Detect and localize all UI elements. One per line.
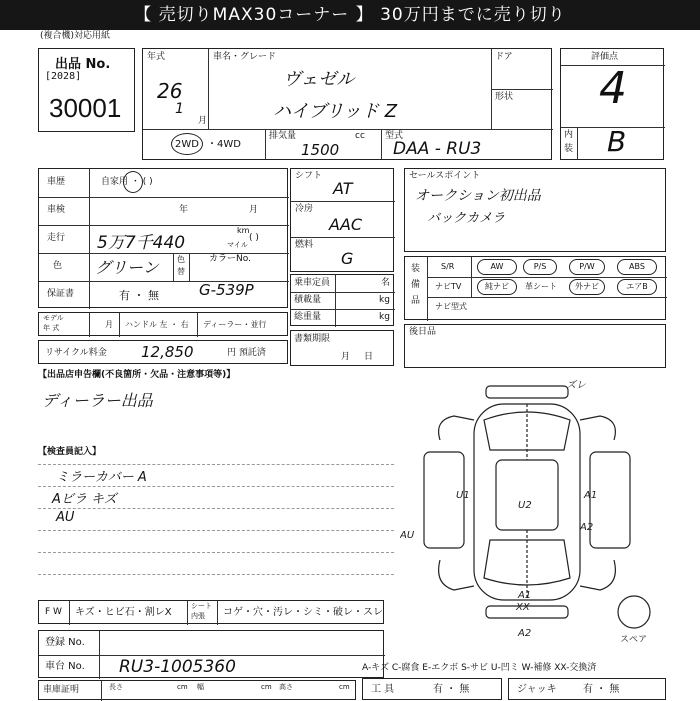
spec-box — [290, 168, 394, 272]
tools-box — [362, 678, 502, 700]
lot-box — [38, 48, 135, 132]
chassis-value: RU3-1005360 — [119, 657, 236, 677]
damage-seat-1: シート — [191, 602, 212, 610]
model-label: 型式 — [385, 131, 404, 141]
spare-label: スペア — [620, 635, 648, 642]
recycle-value: 12,850 — [141, 343, 194, 361]
vehicle-box — [142, 48, 552, 160]
history-circle — [123, 171, 143, 193]
equip-label-1: 装 — [411, 264, 421, 274]
reg-unit: 月日 — [341, 352, 388, 362]
equip-aw: AW — [477, 259, 517, 275]
color-change-1: 色 — [177, 255, 185, 264]
equip-ps: P/S — [523, 259, 557, 275]
inspector-label: 【検査員記入】 — [38, 447, 102, 457]
month-suffix: 月 — [198, 116, 208, 126]
reg-box — [290, 330, 394, 366]
year-value: 26 — [157, 79, 183, 103]
weight-label: 総重量 — [294, 312, 322, 322]
car-name: ヴェゼル — [283, 69, 355, 90]
garage-cert-row — [38, 680, 356, 700]
name-label: 車名・グレード — [213, 52, 277, 62]
drive-4wd: ・4WD — [207, 139, 241, 150]
damage-items: キズ・ヒビ石・割レX — [75, 607, 172, 618]
mileage-value: 5万7千440 — [97, 233, 186, 253]
seller-notes-label: 【出品店申告欄(不良箇所・欠品・注意事項等)】 — [38, 370, 236, 380]
damage-seat-2: 内張 — [191, 612, 205, 620]
equip-navi: 純ナビ — [477, 279, 517, 295]
month-value: 1 — [175, 101, 184, 117]
equip-navi-type: ナビ型式 — [435, 302, 467, 311]
sales-line1: オークション初出品 — [415, 188, 541, 204]
cert-width: 幅 — [197, 683, 204, 691]
cert-cm-2: cm — [261, 683, 272, 691]
color-no-value: G-539P — [199, 281, 254, 299]
tools-options: 有 ・ 無 — [433, 684, 470, 695]
mile-label: マイル — [227, 241, 248, 249]
legend: A-キズ C-腐食 E-エクボ S-サビ U-凹ミ W-補修 XX-交換済 — [362, 663, 597, 673]
color-value: グリーン — [95, 258, 159, 277]
sales-label: セールスポイント — [409, 171, 481, 181]
damage-items2: コゲ・穴・汚レ・シミ・破レ・スレ — [223, 607, 383, 618]
interior-label-2: 装 — [564, 144, 574, 154]
inspector-line2: Aビラ キズ — [52, 492, 117, 507]
shift-value: AT — [333, 179, 353, 198]
warranty-options: 有 ・ 無 — [119, 289, 159, 302]
reg-label: 書類期限 — [294, 334, 331, 344]
car-diagram — [400, 380, 670, 642]
damage-row — [38, 600, 384, 624]
equip-leather: 革シート — [525, 282, 557, 291]
equip-abs: ABS — [617, 259, 657, 275]
recycle-label: リサイクル料金 — [45, 348, 107, 358]
door-label: ドア — [495, 52, 513, 62]
model-type-label-1: モデル — [43, 314, 64, 322]
ac-label: 冷房 — [295, 204, 314, 214]
tools-label: 工 具 — [371, 684, 395, 695]
reg-no-label: 登録 No. — [45, 637, 85, 648]
equip-sr: S/R — [441, 262, 455, 271]
remarks-label: 後日品 — [409, 327, 437, 337]
lot-code: [2028] — [45, 71, 82, 82]
recycle-row — [38, 340, 288, 364]
dealer-label: ディーラー・並行 — [203, 320, 267, 329]
equip-label-3: 品 — [411, 296, 421, 306]
chassis-label: 車台 No. — [45, 661, 85, 672]
mark-bottom-2: XX — [516, 602, 530, 613]
capacity-box — [290, 274, 394, 326]
color-no-label: カラーNo. — [209, 254, 251, 264]
history-options: 自家用 ・ ( ) — [101, 177, 153, 187]
capacity-label: 乗車定員 — [294, 278, 331, 288]
equip-airbag: エアB — [617, 279, 657, 295]
year-label: 年式 — [147, 52, 166, 62]
registration-box — [38, 630, 384, 678]
cert-cm-1: cm — [177, 683, 188, 691]
mark-right-lower: A2 — [580, 522, 594, 533]
mark-bottom-1: A1 — [518, 590, 532, 601]
jack-box — [508, 678, 666, 700]
cert-label: 車庫証明 — [43, 685, 80, 695]
equip-label-2: 備 — [411, 280, 421, 290]
handle-label: ハンドル 左 ・ 右 — [125, 320, 189, 329]
history-box — [38, 168, 288, 308]
inspection-year: 年 — [179, 205, 189, 215]
score-box — [560, 48, 664, 160]
equip-pw: P/W — [569, 259, 605, 275]
mark-mid-left: U1 — [456, 490, 470, 501]
inspection-month: 月 — [249, 205, 259, 215]
color-change-2: 替 — [177, 267, 185, 276]
equip-extnavi: 外ナビ — [569, 279, 605, 295]
ac-value: AAC — [329, 215, 363, 234]
warranty-label: 保証書 — [47, 289, 75, 299]
cert-length: 長さ — [109, 683, 123, 691]
fuel-value: G — [341, 249, 354, 268]
shift-label: シフト — [295, 171, 323, 181]
recycle-unit: 円 預託済 — [227, 348, 266, 358]
mark-left-side: AU — [400, 530, 415, 541]
mark-mid-center: U2 — [518, 500, 532, 511]
mileage-label: 走行 — [47, 233, 66, 243]
model-type-row — [38, 312, 288, 336]
model-value: DAA - RU3 — [393, 139, 482, 159]
fuel-label: 燃料 — [295, 240, 314, 250]
mark-mid-right: A1 — [584, 490, 598, 501]
capacity-unit: 名 — [381, 278, 391, 288]
drive-2wd: 2WD — [175, 139, 199, 150]
banner: 【 売切りMAX30コーナー 】 30万円までに売り切り — [0, 0, 700, 30]
mark-bottom-3: A2 — [518, 628, 532, 639]
km-label: km — [237, 226, 250, 235]
history-label: 車歴 — [47, 177, 66, 187]
cert-cm-3: cm — [339, 683, 350, 691]
equip-navitv: ナビTV — [435, 282, 462, 291]
seller-notes-text: ディーラー出品 — [42, 391, 153, 410]
interior-value: B — [607, 125, 627, 158]
sales-line2: バックカメラ — [427, 211, 506, 226]
load-unit: kg — [379, 295, 390, 305]
model-type-label-2: 年 式 — [43, 324, 60, 332]
inspector-line1: ミラーカバー A — [56, 470, 147, 485]
inspector-line3: AU — [56, 510, 75, 525]
car-grade: ハイブリッド Z — [273, 101, 398, 122]
mileage-paren: ( ) — [249, 233, 259, 243]
interior-label-1: 内 — [564, 130, 574, 140]
lot-label: 出品 No. — [55, 57, 111, 72]
score-value: 4 — [599, 63, 627, 114]
load-label: 積載量 — [294, 295, 322, 305]
cert-height: 高さ — [279, 683, 293, 691]
mark-top: ズレ — [566, 380, 586, 391]
inspection-label: 車検 — [47, 205, 66, 215]
remarks-box — [404, 324, 666, 368]
lot-number: 30001 — [49, 93, 122, 123]
damage-fw: F W — [45, 607, 62, 617]
sales-box — [404, 168, 666, 252]
model-month-unit: 月 — [105, 320, 113, 329]
color-label: 色 — [53, 261, 63, 271]
equipment-box — [404, 256, 666, 320]
score-label: 評価点 — [591, 52, 619, 62]
weight-unit: kg — [379, 312, 390, 322]
displacement-unit: cc — [355, 131, 365, 141]
shape-label: 形状 — [495, 92, 514, 102]
subheader: (複合機)対応用紙 — [40, 31, 111, 41]
jack-label: ジャッキ — [517, 684, 557, 695]
displacement-value: 1500 — [301, 141, 340, 159]
jack-options: 有 ・ 無 — [583, 684, 620, 695]
displacement-label: 排気量 — [269, 131, 297, 141]
